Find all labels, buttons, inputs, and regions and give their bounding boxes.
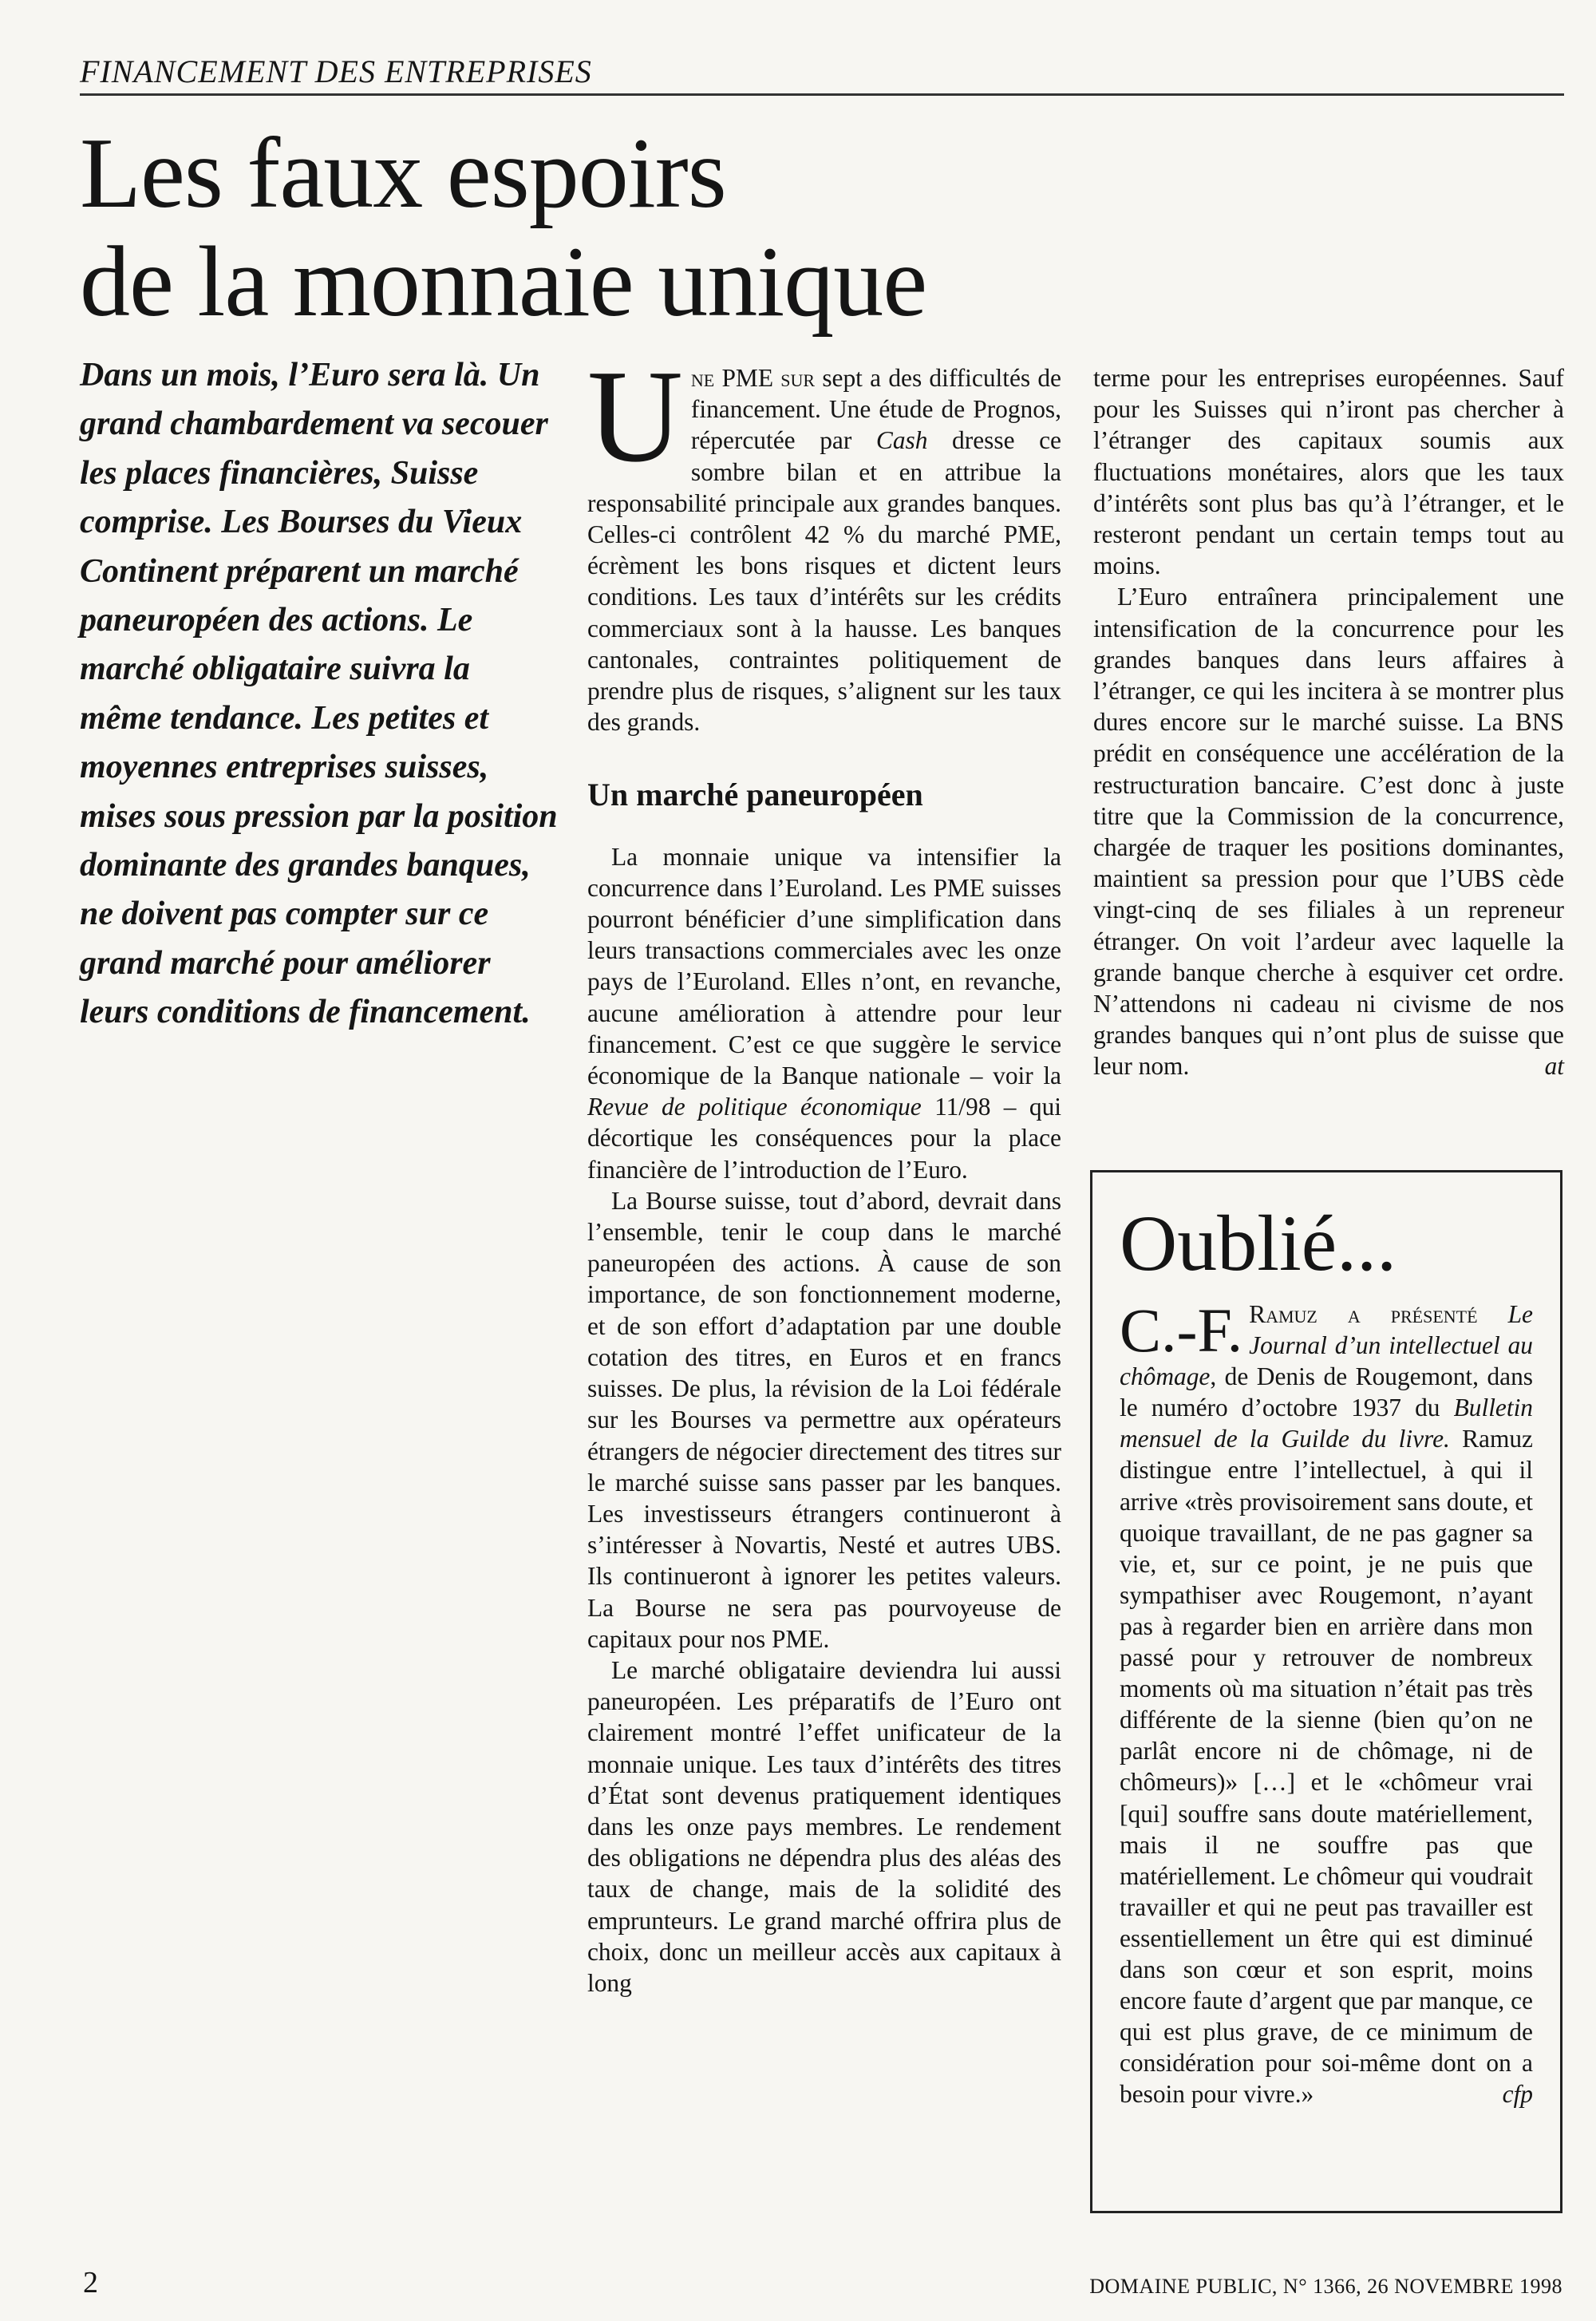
box-text [1120, 1295, 1533, 2109]
box-book-title: Le Journal d’un intellectuel au chômage [1120, 1300, 1533, 1391]
page-number: 2 [83, 2266, 98, 2299]
intro-paragraph [587, 342, 1061, 737]
box-signature: cfp [1502, 2080, 1533, 2109]
cash-title: Cash [875, 426, 928, 455]
title-line-1: Les faux espoirs [80, 118, 726, 229]
issue-footer: DOMAINE PUBLIC, N° 1366, 26 NOVEMBRE 1998 [1089, 2275, 1562, 2298]
paragraph-2 [587, 841, 1061, 1185]
paragraph-4-continued: terme pour les entreprises européennes. Sauf pour les Suisses qui n’iront pas chercher à l’étranger des capitaux soumis aux fluctuations monétaires, alors que les taux d’intérêts sont plus bas qu’à l’étranger, et le resteront pendant un certain temps tout au moins. [1093, 364, 1564, 580]
paragraph-4: Le marché obligataire deviendra lui aussi paneuropéen. Les préparatifs de l’Euro ont clairement montré l’effet unificateur de la monnaie unique. Les taux d’intérêts des titres d’État sont devenus pratiquement identiques dans les onze pays membres. Le rendement des obligations ne dépendra plus des aléas des taux de change, mais de la solidité des emprunteurs. Le grand marché offrira plus de choix, donc un meilleur accès aux capitaux à long [587, 1655, 1061, 1997]
box-bulletin-title: Bulletin mensuel de la Guilde du livre. [1120, 1394, 1533, 1453]
article-signature: at [1544, 1052, 1564, 1081]
revue-title: Revue de politique économique [587, 1093, 922, 1121]
drop-cap: U [587, 342, 683, 489]
title-line-2: de la monnaie unique [80, 227, 927, 338]
box-smallcaps: Ramuz a présenté [1249, 1300, 1478, 1328]
p2-text-b: 11/98 – qui décortique les conséquences pour la place financière de l’introduction de l’Euro. [587, 1093, 1061, 1184]
box-text-2: Ramuz distingue entre l’intellectuel, à qui il arrive «très provisoirement sans doute, et quoique travaillant, de ne pas gagner sa vie, et, sur ce point, je ne puis que sympathiser avec Rougemont, n’ayant pas à regarder bien en arrière dans mon passé pour y retrouver de nombreux moments où ma situation n’était pas très différente de la sienne (bien qu’on ne parlât encore ni de chômage, ni de chômeurs)» […] et le «chômeur vrai [qui] souffre sans doute matériellement, mais il ne souffre pas que matériellement. Le chômeur qui voudrait travailler et qui ne peut pas travailler est essentiellement un être qui est diminué dans son cœur et son esprit, moins encore faute d’argent que par manque, ce qui est plus grave, de ce minimum de considération pour soi-même dont on a besoin pour vivre.» [1120, 1425, 1533, 2109]
article-column-3 [1093, 362, 1564, 1082]
box-text-1: , de Denis de Rougemont, dans le numéro d’octobre 1937 du [1120, 1362, 1533, 1422]
intro-smallcaps: ne PME sur [690, 364, 816, 392]
paragraph-5 [1093, 581, 1564, 1081]
section-rubric: FINANCEMENT DES ENTREPRISES [80, 53, 1564, 96]
article-lead: Dans un mois, l’Euro sera là. Un grand chambardement va secouer les places financières, Suisse comprise. Les Bourses du Vieux Continent préparent un marché paneuropéen des actions. Le marché obligataire suivra la même tendance. Les petites et moyennes entreprises suisses, mises sous pression par la position dominante des grandes banques, ne doivent pas compter sur ce grand marché pour améliorer leurs conditions de financement. [80, 357, 558, 1031]
p5-text: L’Euro entraînera principalement une intensification de la concurrence pour les grandes banques dans leurs affaires à l’étranger, ce qui les incitera à se montrer plus dures encore sur le marché suisse. La BNS prédit en conséquence une accélération de la restructuration bancaire. C’est donc à juste titre que la Commission de la concurrence, chargée de traquer les positions dominantes, maintient sa pression pour que l’UBS cède vingt-cinq de ses filiales à un repreneur étranger. On voit l’ardeur avec laquelle la grande banque cherche à esquiver cet ordre. N’attendons ni cadeau ni civisme de nos grandes banques qui n’ont plus de suisse que leur nom. [1093, 583, 1564, 1081]
article-title [80, 120, 1436, 337]
subheading: Un marché paneuropéen [587, 777, 923, 813]
sidebar-box [1090, 1170, 1562, 2213]
intro-text-a: sept a des difficultés de financement. Une étude de Prognos, répercutée par [690, 364, 1061, 455]
article-column-2 [587, 342, 1061, 1999]
intro-text-b: dresse ce sombre bilan et en attribue la responsabilité principale aux grandes banques. Celles-ci contrôlent 42 % du marché PME, écrèment les bons risques et dictent leurs conditions. Les taux d’intérêts sur les crédits commerciaux sont à la hausse. Les banques cantonales, contraintes politiquement de prendre plus de risques, s’alignent sur les taux des grands. [587, 426, 1061, 737]
box-drop-cap: C.-F. [1120, 1295, 1243, 1365]
p2-text-a: La monnaie unique va intensifier la concurrence dans l’Euroland. Les PME suisses pourront bénéficier d’une simplification dans leurs transactions commerciales avec les onze pays de l’Euroland. Elles n’ont, en revanche, aucune amélioration à attendre pour leur financement. C’est ce que suggère le service économique de la Banque nationale – voir la [587, 842, 1061, 1090]
paragraph-3: La Bourse suisse, tout d’abord, devrait dans l’ensemble, tenir le coup dans le marché paneuropéen des actions. À cause de son importance, de son fonctionnement moderne, et de son effort d’adaptation par une double cotation des titres, en Euros et en francs suisses. De plus, la révision de la Loi fédérale sur les Bourses va permettre aux opérateurs étrangers de négocier directement des titres sur le marché suisse sans passer par les banques. Les investisseurs étrangers continueront à s’intéresser à Novartis, Nesté et autres UBS. Ils continueront à ignorer les petites valeurs. La Bourse ne sera pas pourvoyeuse de capitaux pour nos PME. [587, 1186, 1061, 1653]
box-title: Oublié... [1120, 1199, 1397, 1287]
